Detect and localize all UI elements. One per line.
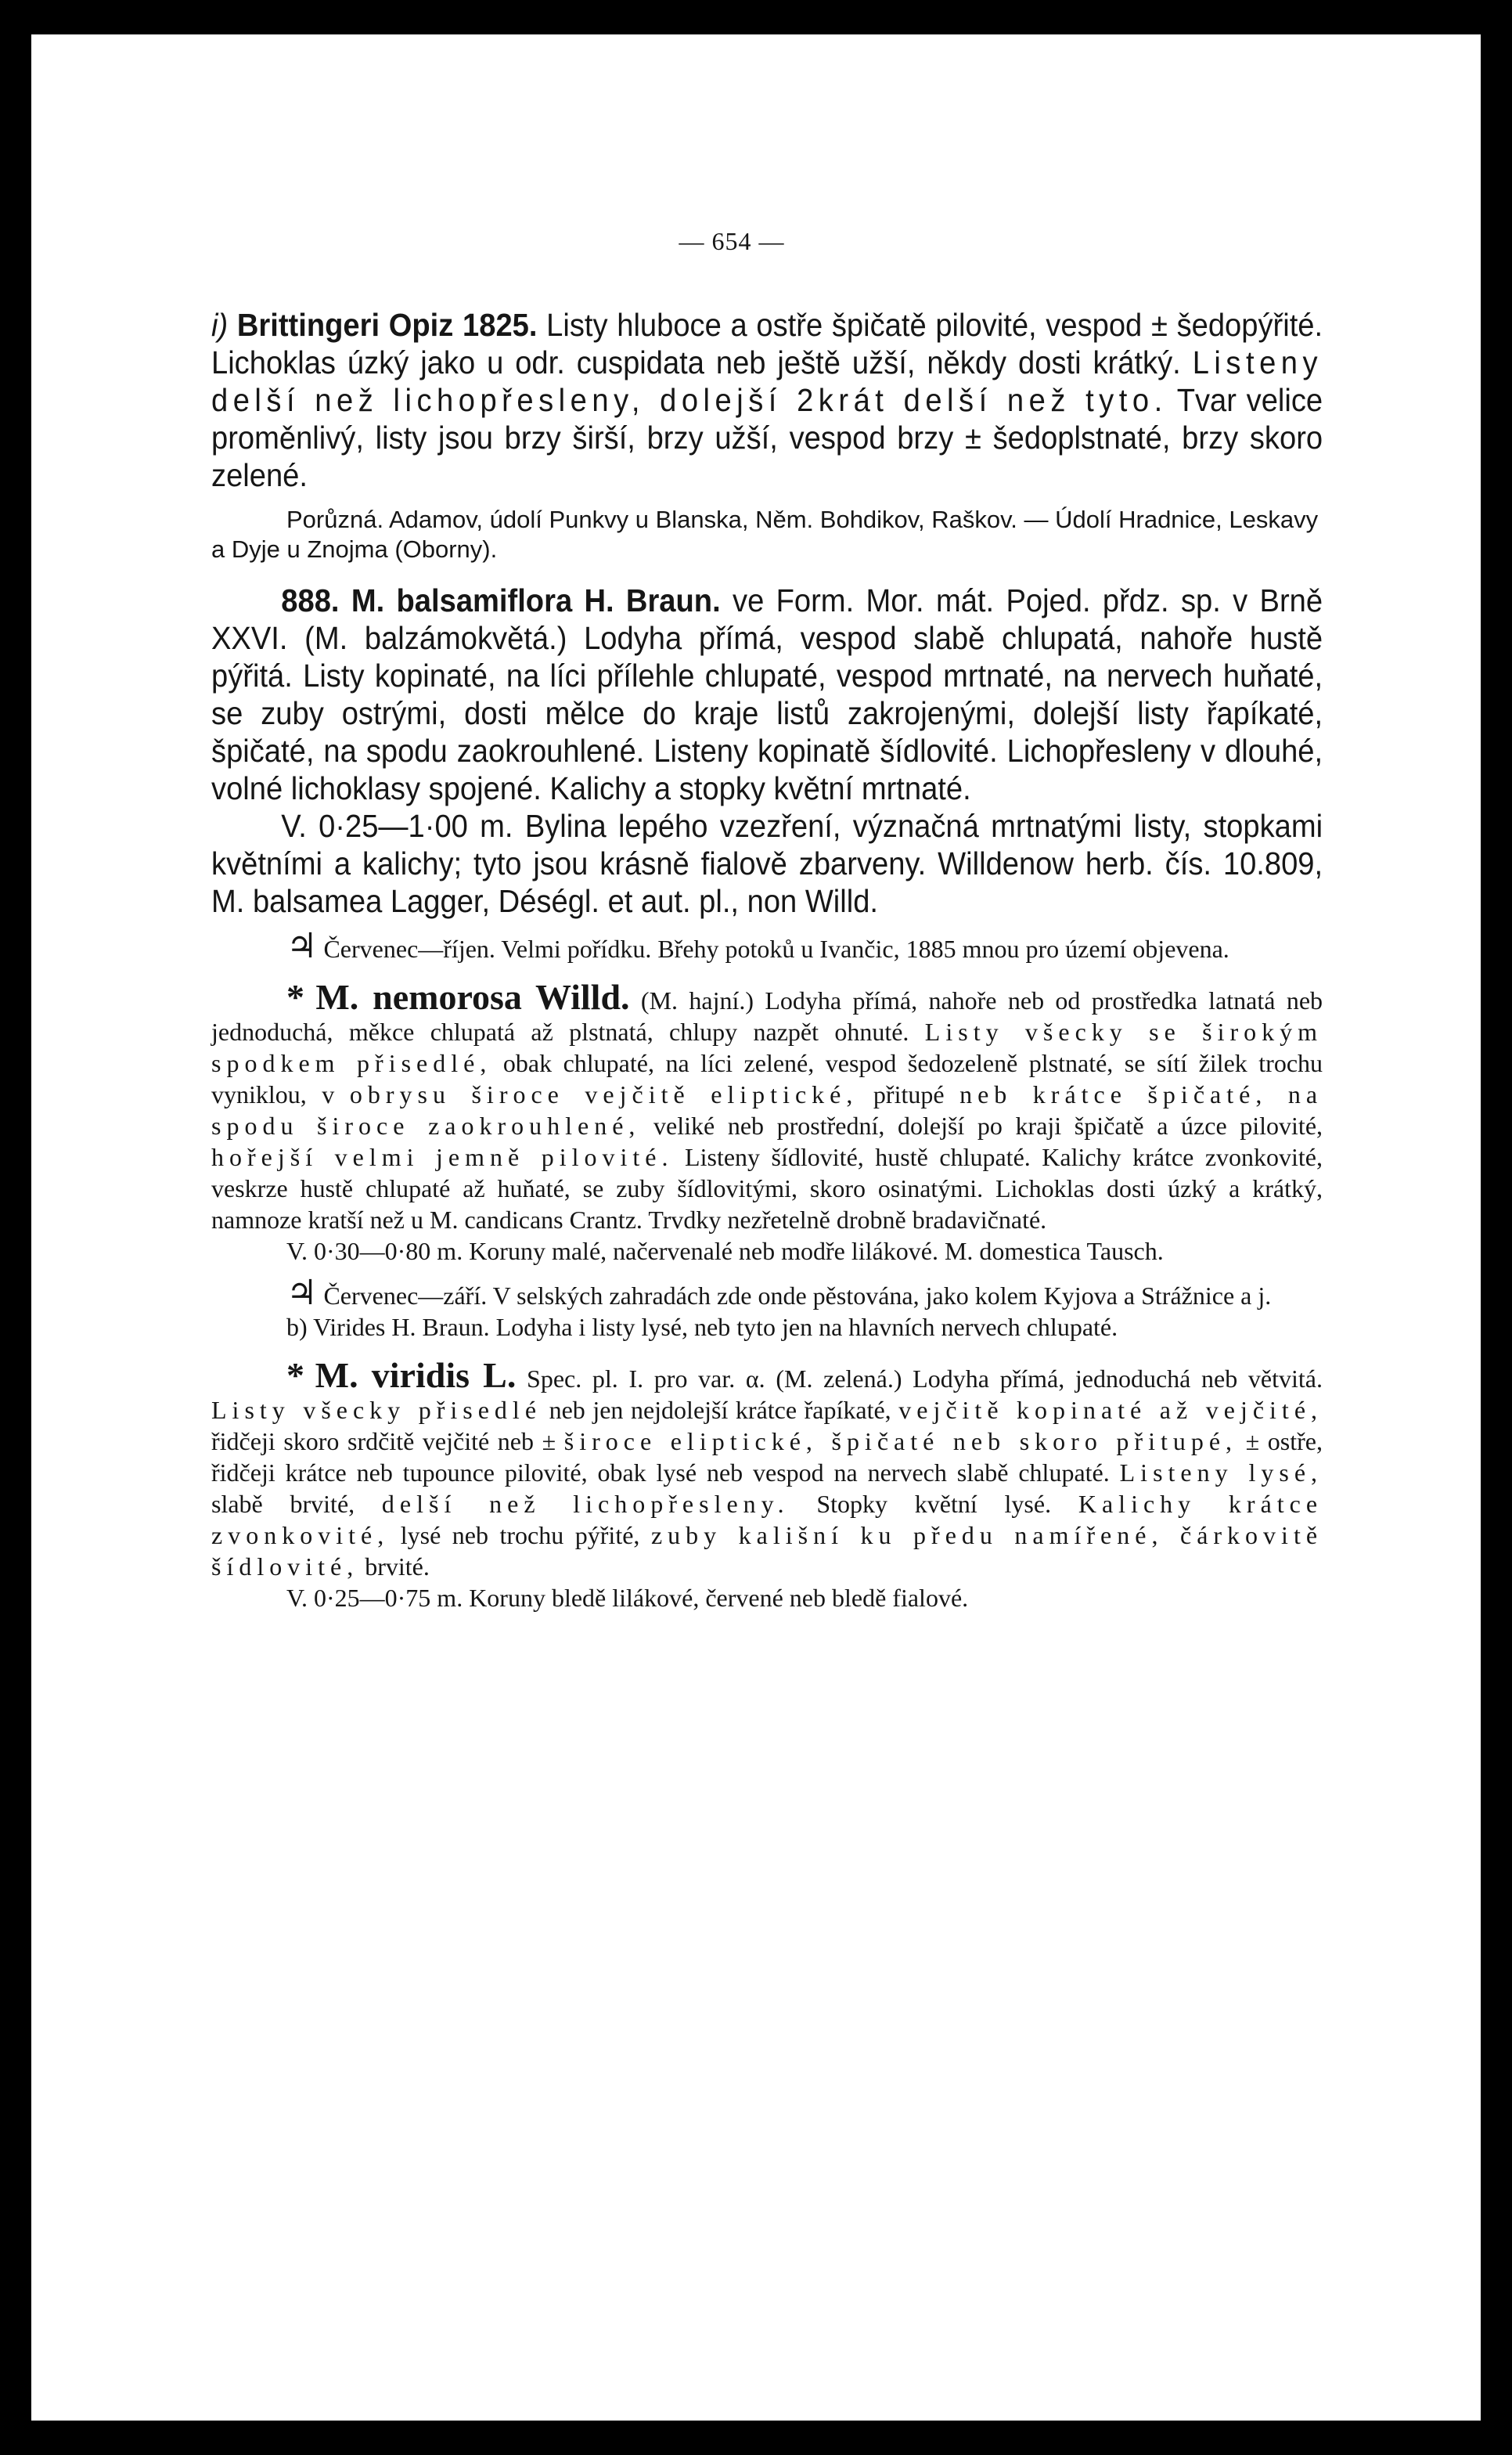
nemorosa-flowering-text: Červenec—září. V selských zahradách zde onde pěstována, jako kolem Kyjova a Strážnice a j. [323, 1282, 1272, 1310]
nemorosa-spaced-a: Listy všecky se širokým spodkem přisedlé, [211, 1018, 1323, 1077]
viridis-name: M. viridis L. [315, 1355, 517, 1395]
viridis-spaced-d: Listeny lysé, [1119, 1458, 1323, 1487]
viridis-text-g: lysé neb trochu pýřité, [400, 1521, 640, 1549]
nemorosa-spaced-c: neb krátce špičaté, na spodu široce zaokrouhlené, [211, 1080, 1323, 1140]
nemorosa-spaced-d: hořejší velmi jemně pilovité. [211, 1143, 674, 1171]
scan-border [0, 0, 1512, 34]
virides-group: b) Virides H. Braun. Lodyha i listy lysé, neb tyto jen na hlavních nervech chlupaté. [286, 1313, 1118, 1341]
page-number: — 654 — [679, 227, 785, 255]
variety-name: Brittingeri Opiz 1825. [236, 307, 538, 343]
viridis-text-f: Stopky květní lysé. [816, 1490, 1052, 1518]
viridis-marker: * [286, 1355, 304, 1395]
viridis-spaced-e: delší než lichopřesleny. [381, 1490, 790, 1518]
nemorosa-text-a: (M. hajní.) Lodyha přímá, nahoře neb od prostředka latnatá neb jednoduchá, měkce chlupatá až plstnatá, chlupy nazpět ohnuté. [211, 986, 1323, 1046]
nemorosa-text-c: přitupé [873, 1080, 945, 1109]
brittingeri-locality: Porůzná. Adamov, údolí Punkvy u Blanska, Něm. Bohdikov, Raškov. — Údolí Hradnice, Leskavy a Dyje u Znojma (Oborny). [211, 506, 1319, 563]
nemorosa-size: V. 0·30—0·80 m. Koruny malé, načervenalé neb modře lilákové. M. domestica Tausch. [286, 1237, 1164, 1265]
brittingeri-spaced-a: Listeny delší než lichopřesleny, dolejší 2krát delší než tyto. [211, 344, 1323, 418]
viridis-text-c: řidčeji skoro srdčitě vejčité neb ± [211, 1427, 556, 1455]
brittingeri-paragraph [211, 306, 1323, 494]
viridis-spaced-a: Listy všecky přisedlé [211, 1396, 542, 1424]
nemorosa-text-e: Listeny šídlovité, hustě chlupaté. Kalichy krátce zvonkovité, veskrze hustě chlupaté až huňaté, se zuby šídlovitými, skoro osinatými. Lichoklas dosti úzký a krátký, namnoze kratší než u M. candicans Crantz. Trvdky nezřetelně drobně bradavičnaté. [211, 1143, 1323, 1234]
nemorosa-text-b: obak chlupaté, na líci zelené, vespod šedozeleně plstnaté, se sítí žilek trochu vyniklou, v [211, 1049, 1323, 1109]
viridis-text-a: Spec. pl. I. pro var. α. (M. zelená.) Lodyha přímá, jednoduchá neb větvitá. [527, 1364, 1323, 1393]
species-name: M. balsamiflora H. Braun. [351, 582, 721, 618]
brittingeri-text-b: Tvar velice proměnlivý, listy jsou brzy širší, brzy užší, vespod brzy ± šedoplstnaté, brzy skoro zelené. [211, 382, 1323, 493]
viridis-text-d: ± ostře, řidčeji krátce neb tupounce pilovité, obak lysé neb vespod na nervech slabě chlupaté. [211, 1427, 1323, 1487]
viridis-spaced-c: široce eliptické, špičaté neb skoro přitupé, [563, 1427, 1238, 1455]
viridis-text-h: brvité. [365, 1552, 430, 1581]
variety-marker: i) [211, 307, 229, 343]
viridis-spaced-g: zuby kališní ku předu namířené, čárkovitě šídlovité, [211, 1521, 1323, 1581]
species-number: 888. [281, 582, 340, 618]
viridis-spaced-f: Kalichy krátce zvonkovité, [211, 1490, 1323, 1549]
balsamiflora-flowering [211, 927, 1323, 965]
balsamiflora-description: ve Form. Mor. mát. Pojed. přdz. sp. v Brně XXVI. (M. balzámokvětá.) Lodyha přímá, vespod slabě chlupatá, nahoře hustě pýřitá. Listy kopinaté, na líci přílehle chlupaté, vespod mrtnaté, na nervech huňaté, se zuby ostrými, dosti mělce do kraje listů zakrojenými, dolejší listy řapíkaté, špičaté, na spodu zaokrouhlené. Listeny kopinatě šídlovité. Lichopřesleny v dlouhé, volné lichoklasy spojené. Kalichy a stopky květní mrtnaté. [211, 582, 1323, 806]
viridis-text-b: neb jen nejdolejší krátce řapíkaté, [549, 1396, 891, 1424]
nemorosa-spaced-b: obrysu široce vejčitě eliptické, [349, 1080, 859, 1109]
page-content [211, 227, 1323, 1613]
viridis-spaced-b: vejčitě kopinaté až vejčité, [898, 1396, 1323, 1424]
viridis-size: V. 0·25—0·75 m. Koruny bledě lilákové, červené neb bledě fialové. [286, 1584, 969, 1612]
nemorosa-flowering [211, 1274, 1323, 1312]
nemorosa-name: M. nemorosa Willd. [315, 977, 630, 1017]
viridis-text-e: slabě brvité, [211, 1490, 355, 1518]
brittingeri-text-a: Listy hluboce a ostře špičatě pilovité, vespod ± šedopýřité. Lichoklas úzký jako u odr. cuspidata neb ještě užší, někdy dosti krátký. [211, 307, 1323, 380]
viridis-paragraph [211, 1355, 1323, 1582]
balsamiflora-paragraph [211, 582, 1323, 807]
perennial-symbol: ♃ [286, 1274, 318, 1312]
balsamiflora-size: V. 0·25—1·00 m. Bylina lepého vzezření, význačná mrtnatými listy, stopkami květními a kalichy; tyto jsou krásně fialově zbarveny. Willdenow herb. čís. 10.809, M. balsamea Lagger, Déségl. et aut. pl., non Willd. [211, 808, 1323, 919]
balsamiflora-flowering-text: Červenec—říjen. Velmi pořídku. Břehy potoků u Ivančic, 1885 mnou pro území objevena. [323, 935, 1229, 963]
nemorosa-marker: * [286, 977, 304, 1017]
perennial-symbol: ♃ [286, 927, 318, 965]
nemorosa-paragraph [211, 977, 1323, 1235]
nemorosa-text-d: veliké neb prostřední, dolejší po kraji špičatě a úzce pilovité, [653, 1112, 1323, 1140]
